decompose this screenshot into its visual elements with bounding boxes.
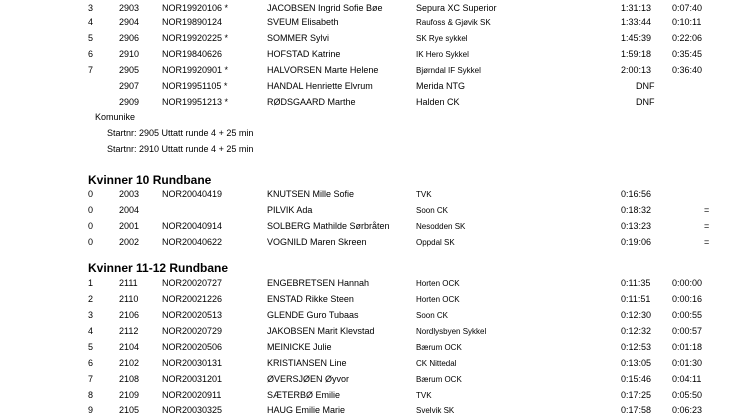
license: NOR20040914 bbox=[162, 221, 223, 231]
position: 2 bbox=[88, 294, 94, 304]
club: Oppdal SK bbox=[416, 238, 455, 247]
time-diff: = bbox=[704, 237, 710, 247]
club: Horten OCK bbox=[416, 279, 460, 288]
club: TVK bbox=[416, 391, 432, 400]
rider-name: VOGNILD Maren Skreen bbox=[267, 237, 367, 247]
table-row bbox=[0, 341, 746, 354]
time: 1:31:13 bbox=[621, 3, 652, 13]
position: 7 bbox=[88, 65, 94, 75]
position: 5 bbox=[88, 33, 94, 43]
club: Svelvik SK bbox=[416, 406, 455, 415]
rider-name: KRISTIANSEN Line bbox=[267, 358, 347, 368]
license: NOR19951213 * bbox=[162, 97, 229, 107]
table-row bbox=[0, 96, 746, 109]
club: Nesodden SK bbox=[416, 222, 466, 231]
start-number: 2906 bbox=[119, 33, 140, 43]
license: NOR20020727 bbox=[162, 278, 223, 288]
time: 0:12:32 bbox=[621, 326, 652, 336]
rider-name: ENGEBRETSEN Hannah bbox=[267, 278, 370, 288]
license: NOR19890124 bbox=[162, 17, 223, 27]
start-number: 2108 bbox=[119, 374, 140, 384]
status: DNF bbox=[636, 97, 655, 107]
table-row bbox=[0, 220, 746, 233]
start-number: 2111 bbox=[119, 278, 138, 288]
rider-name: RØDSGAARD Marthe bbox=[267, 97, 356, 107]
start-number: 2105 bbox=[119, 405, 140, 415]
club: IK Hero Sykkel bbox=[416, 50, 469, 59]
time: 0:11:35 bbox=[621, 278, 651, 288]
club: Soon CK bbox=[416, 311, 449, 320]
status: DNF bbox=[636, 81, 655, 91]
table-row bbox=[0, 404, 746, 417]
table-row bbox=[0, 309, 746, 322]
rider-name: SÆTERBØ Emilie bbox=[267, 390, 341, 400]
club: Horten OCK bbox=[416, 295, 460, 304]
time: 0:18:32 bbox=[621, 205, 652, 215]
club: Merida NTG bbox=[416, 81, 466, 91]
position: 0 bbox=[88, 205, 94, 215]
position: 3 bbox=[88, 3, 94, 13]
rider-name: JACOBSEN Ingrid Sofie Bøe bbox=[267, 3, 383, 13]
table-row bbox=[0, 16, 746, 29]
rider-name: JAKOBSEN Marit Klevstad bbox=[267, 326, 375, 336]
start-number: 2004 bbox=[119, 205, 140, 215]
position: 4 bbox=[88, 17, 94, 27]
komunike-title: Komunike bbox=[95, 112, 136, 122]
time: 0:17:25 bbox=[621, 390, 652, 400]
club: Halden CK bbox=[416, 97, 460, 107]
license: NOR20020729 bbox=[162, 326, 223, 336]
license: NOR20021226 bbox=[162, 294, 223, 304]
table-row bbox=[0, 389, 746, 402]
license: NOR20020506 bbox=[162, 342, 223, 352]
position: 3 bbox=[88, 310, 94, 320]
license: NOR20020911 bbox=[162, 390, 222, 400]
table-row bbox=[0, 204, 746, 217]
start-number: 2104 bbox=[119, 342, 140, 352]
position: 5 bbox=[88, 342, 94, 352]
time-diff: 0:00:57 bbox=[672, 326, 703, 336]
time-diff: 0:36:40 bbox=[672, 65, 703, 75]
club: Raufoss & Gjøvik SK bbox=[416, 18, 491, 27]
table-row bbox=[0, 357, 746, 370]
table-row bbox=[0, 325, 746, 338]
rider-name: HALVORSEN Marte Helene bbox=[267, 65, 379, 75]
time-diff: 0:22:06 bbox=[672, 33, 703, 43]
table-row bbox=[0, 293, 746, 306]
license: NOR19920901 * bbox=[162, 65, 229, 75]
time-diff: 0:06:23 bbox=[672, 405, 703, 415]
start-number: 2904 bbox=[119, 17, 140, 27]
start-number: 2102 bbox=[119, 358, 140, 368]
start-number: 2907 bbox=[119, 81, 140, 91]
club: Bærum OCK bbox=[416, 375, 462, 384]
time: 2:00:13 bbox=[621, 65, 652, 75]
start-number: 2112 bbox=[119, 326, 139, 336]
time: 0:13:23 bbox=[621, 221, 652, 231]
section-heading: Kvinner 11-12 Rundbane bbox=[88, 261, 229, 275]
license: NOR20020513 bbox=[162, 310, 223, 320]
table-row bbox=[0, 236, 746, 249]
table-row bbox=[0, 188, 746, 201]
table-row bbox=[0, 2, 746, 15]
club: CK Nittedal bbox=[416, 359, 457, 368]
time: 0:16:56 bbox=[621, 189, 652, 199]
rider-name: PILVIK Ada bbox=[267, 205, 313, 215]
time-diff: 0:01:18 bbox=[672, 342, 703, 352]
komunike-line: Startnr: 2910 Uttatt runde 4 + 25 min bbox=[107, 144, 254, 154]
rider-name: ENSTAD Rikke Steen bbox=[267, 294, 354, 304]
time-diff: = bbox=[704, 205, 710, 215]
time: 0:19:06 bbox=[621, 237, 652, 247]
table-row bbox=[0, 277, 746, 290]
rider-name: GLENDE Guro Tubaas bbox=[267, 310, 359, 320]
table-row bbox=[0, 64, 746, 77]
time: 0:17:58 bbox=[621, 405, 652, 415]
time: 0:15:46 bbox=[621, 374, 652, 384]
position: 4 bbox=[88, 326, 94, 336]
time: 1:33:44 bbox=[621, 17, 652, 27]
time-diff: 0:35:45 bbox=[672, 49, 703, 59]
rider-name: SOMMER Sylvi bbox=[267, 33, 330, 43]
rider-name: HOFSTAD Katrine bbox=[267, 49, 341, 59]
start-number: 2910 bbox=[119, 49, 140, 59]
start-number: 2905 bbox=[119, 65, 140, 75]
position: 1 bbox=[88, 278, 94, 288]
position: 8 bbox=[88, 390, 94, 400]
time: 1:45:39 bbox=[621, 33, 652, 43]
time: 0:13:05 bbox=[621, 358, 652, 368]
position: 0 bbox=[88, 189, 94, 199]
club: Bjørndal IF Sykkel bbox=[416, 66, 481, 75]
start-number: 2106 bbox=[119, 310, 140, 320]
table-row bbox=[0, 48, 746, 61]
rider-name: HANDAL Henriette Elvrum bbox=[267, 81, 373, 91]
license: NOR19920106 * bbox=[162, 3, 229, 13]
license: NOR19920225 * bbox=[162, 33, 229, 43]
license: NOR20030131 bbox=[162, 358, 223, 368]
start-number: 2903 bbox=[119, 3, 140, 13]
position: 0 bbox=[88, 221, 94, 231]
time: 0:12:30 bbox=[621, 310, 652, 320]
position: 9 bbox=[88, 405, 94, 415]
time-diff: 0:00:55 bbox=[672, 310, 703, 320]
table-row bbox=[0, 80, 746, 93]
rider-name: MEINICKE Julie bbox=[267, 342, 332, 352]
start-number: 2109 bbox=[119, 390, 140, 400]
license: NOR20040419 bbox=[162, 189, 223, 199]
license: NOR20030325 bbox=[162, 405, 223, 415]
position: 0 bbox=[88, 237, 94, 247]
rider-name: ØVERSJØEN Øyvor bbox=[267, 374, 350, 384]
rider-name: SOLBERG Mathilde Sørbråten bbox=[267, 221, 390, 231]
start-number: 2110 bbox=[119, 294, 139, 304]
license: NOR19951105 * bbox=[162, 81, 228, 91]
time-diff: 0:05:50 bbox=[672, 390, 703, 400]
time-diff: 0:07:40 bbox=[672, 3, 703, 13]
position: 6 bbox=[88, 358, 94, 368]
time-diff: = bbox=[704, 221, 710, 231]
license: NOR20040622 bbox=[162, 237, 223, 247]
position: 7 bbox=[88, 374, 94, 384]
section-heading: Kvinner 10 Rundbane bbox=[88, 173, 212, 187]
club: TVK bbox=[416, 190, 432, 199]
license: NOR19840626 bbox=[162, 49, 223, 59]
time: 0:12:53 bbox=[621, 342, 652, 352]
rider-name: HAUG Emilie Marie bbox=[267, 405, 346, 415]
komunike-line: Startnr: 2905 Uttatt runde 4 + 25 min bbox=[107, 128, 254, 138]
time-diff: 0:00:00 bbox=[672, 278, 703, 288]
table-row bbox=[0, 32, 746, 45]
club: Nordlysbyen Sykkel bbox=[416, 327, 487, 336]
rider-name: KNUTSEN Mille Sofie bbox=[267, 189, 355, 199]
time-diff: 0:01:30 bbox=[672, 358, 703, 368]
club: SK Rye sykkel bbox=[416, 34, 468, 43]
club: Sepura XC Superior bbox=[416, 3, 497, 13]
license: NOR20031201 bbox=[162, 374, 223, 384]
club: Bærum OCK bbox=[416, 343, 462, 352]
club: Soon CK bbox=[416, 206, 449, 215]
time: 0:11:51 bbox=[621, 294, 651, 304]
rider-name: SVEUM Elisabeth bbox=[267, 17, 339, 27]
time-diff: 0:04:11 bbox=[672, 374, 702, 384]
table-row bbox=[0, 373, 746, 386]
start-number: 2001 bbox=[119, 221, 140, 231]
time: 1:59:18 bbox=[621, 49, 652, 59]
time-diff: 0:00:16 bbox=[672, 294, 703, 304]
position: 6 bbox=[88, 49, 94, 59]
start-number: 2002 bbox=[119, 237, 140, 247]
time-diff: 0:10:11 bbox=[672, 17, 702, 27]
start-number: 2909 bbox=[119, 97, 140, 107]
start-number: 2003 bbox=[119, 189, 140, 199]
